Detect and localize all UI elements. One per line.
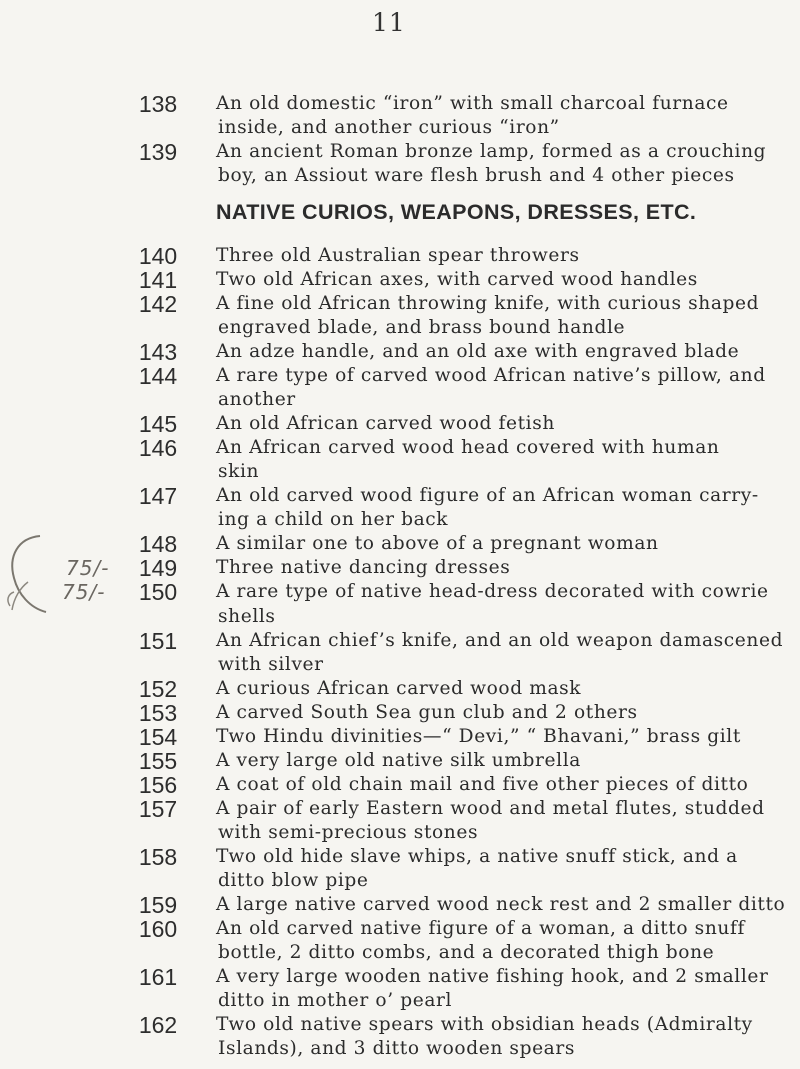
margin-note-2: 75/- (62, 580, 106, 605)
lot-number: 149 (138, 555, 178, 582)
lot-number: 157 (138, 795, 178, 822)
lot-number: 156 (138, 771, 178, 798)
lot-description: An adze handle, and an old axe with engraved blade (216, 341, 740, 363)
lot-description: Three native dancing dresses (216, 557, 511, 579)
lot-description: A large native carved wood neck rest and 2 smaller ditto (216, 893, 786, 915)
lot-number: 160 (138, 915, 178, 942)
lot-description: An old domestic “iron” with small charcoal furnace inside, and another curious “iron” (216, 93, 729, 139)
lot-number: 144 (138, 363, 178, 390)
lot-number: 150 (138, 579, 178, 606)
lot-number: 151 (138, 627, 178, 654)
lot-description: A carved South Sea gun club and 2 others (216, 701, 638, 723)
lot-number: 152 (138, 675, 178, 702)
lot-description: A very large old native silk umbrella (216, 749, 581, 771)
lot-number: 153 (138, 699, 178, 726)
lot-number: 145 (138, 411, 178, 438)
lot-description: An old African carved wood fetish (216, 413, 555, 435)
lot-description: Three old Australian spear throwers (216, 245, 580, 267)
lot-description: A fine old African throwing knife, with curious shaped engraved blade, and brass bound handle (216, 293, 760, 339)
lot-description: An African carved wood head covered with human skin (216, 437, 720, 483)
lot-description: Two Hindu divinities—“ Devi,” “ Bhavani,” brass gilt (216, 725, 741, 747)
lot-description: An old carved wood figure of an African woman carry- ing a child on her back (216, 485, 759, 531)
lot-description: Two old native spears with obsidian heads (Admiralty Islands), and 3 ditto wooden spears (216, 1013, 753, 1059)
lot-number: 146 (138, 435, 178, 462)
lot-number: 141 (138, 267, 178, 294)
lot-number: 159 (138, 891, 178, 918)
lot-number: 162 (138, 1011, 178, 1038)
lot-number: 161 (138, 963, 178, 990)
lot-description: Two old hide slave whips, a native snuff stick, and a ditto blow pipe (216, 845, 738, 891)
lot-description: An ancient Roman bronze lamp, formed as a crouching boy, an Assiout ware flesh brush and 4 other pieces (216, 141, 767, 187)
lot-description: A rare type of carved wood African native’s pillow, and another (216, 365, 766, 411)
lot-number: 155 (138, 747, 178, 774)
lot-description: A rare type of native head-dress decorated with cowrie shells (216, 581, 769, 627)
lot-number: 158 (138, 843, 178, 870)
lot-description: An old carved native figure of a woman, a ditto snuff bottle, 2 ditto combs, and a decorated thigh bone (216, 917, 745, 963)
lot-number: 154 (138, 723, 178, 750)
lot-number: 138 (138, 91, 178, 117)
lot-description: Two old African axes, with carved wood handles (216, 269, 698, 291)
lot-description: A similar one to above of a pregnant woman (216, 533, 659, 555)
lot-number: 140 (138, 243, 178, 270)
lot-description: An African chief’s knife, and an old weapon damascened with silver (216, 629, 784, 675)
lot-description: A coat of old chain mail and five other pieces of ditto (216, 773, 749, 795)
lot-number: 143 (138, 339, 178, 366)
lot-number: 142 (138, 291, 178, 318)
lot-number: 139 (138, 139, 178, 166)
page-number: 11 (372, 8, 406, 37)
lot-description: A pair of early Eastern wood and metal flutes, studded with semi-precious stones (216, 797, 765, 843)
lot-number: 148 (138, 531, 178, 558)
section-heading: NATIVE CURIOS, WEAPONS, DRESSES, ETC. (216, 200, 697, 225)
lot-description: A very large wooden native fishing hook, and 2 smaller ditto in mother o’ pearl (216, 965, 769, 1011)
lot-number: 147 (138, 483, 178, 510)
lot-description: A curious African carved wood mask (216, 677, 582, 699)
margin-note-1: 75/- (66, 556, 110, 581)
